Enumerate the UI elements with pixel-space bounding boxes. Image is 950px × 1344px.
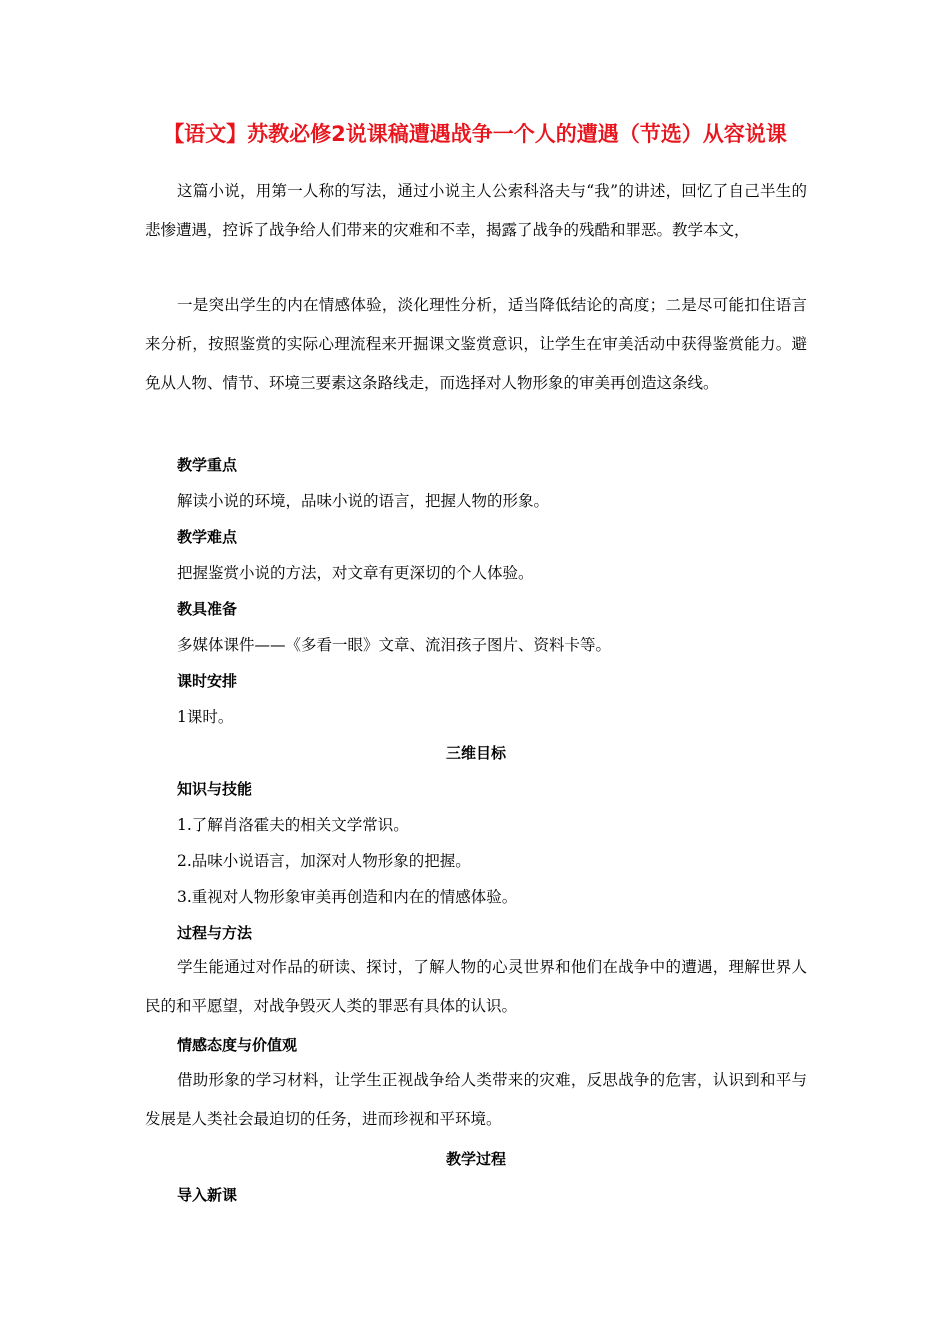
difficulties-text: 把握鉴赏小说的方法，对文章有更深切的个人体验。: [177, 564, 534, 582]
knowledge-item-2: 2.品味小说语言，加深对人物形象的把握。: [177, 852, 471, 870]
key-points-heading: 教学重点: [177, 456, 238, 474]
intro-paragraph-2: 一是突出学生的内在情感体验，淡化理性分析，适当降低结论的高度；二是尽可能扣住语言来分析，按照鉴赏的实际心理流程来开掘课文鉴赏意识，让学生在审美活动中获得鉴赏能力。避免从人物、情节、环境三要素这条路线走，而选择对人物形象的审美再创造这条线。: [145, 296, 807, 392]
knowledge-item-1: 1.了解肖洛霍夫的相关文学常识。: [177, 816, 409, 834]
materials-text: 多媒体课件——《多看一眼》文章、流泪孩子图片、资料卡等。: [177, 636, 612, 654]
intro-lesson-heading: 导入新课: [177, 1186, 238, 1204]
knowledge-item-3: 3.重视对人物形象审美再创造和内在的情感体验。: [177, 888, 518, 906]
knowledge-heading: 知识与技能: [177, 780, 253, 798]
process-text: 学生能通过对作品的研读、探讨，了解人物的心灵世界和他们在战争中的遭遇，理解世界人民的和平愿望，对战争毁灭人类的罪恶有具体的认识。: [145, 958, 807, 1015]
schedule-heading: 课时安排: [177, 672, 238, 690]
intro-paragraph-1: 这篇小说，用第一人称的写法，通过小说主人公索科洛夫与“我”的讲述，回忆了自己半生的悲惨遭遇，控诉了战争给人们带来的灾难和不幸，揭露了战争的残酷和罪恶。教学本文，: [145, 182, 807, 239]
emotion-text: 借助形象的学习材料，让学生正视战争给人类带来的灾难，反思战争的危害，认识到和平与发展是人类社会最迫切的任务，进而珍视和平环境。: [145, 1071, 807, 1128]
difficulties-heading: 教学难点: [177, 528, 238, 546]
goals-heading: 三维目标: [445, 744, 506, 762]
key-points-text: 解读小说的环境，品味小说的语言，把握人物的形象。: [177, 492, 550, 510]
document-title: 【语文】苏教必修2说课稿遭遇战争一个人的遭遇（节选）从容说课: [163, 122, 787, 146]
materials-heading: 教具准备: [177, 600, 238, 618]
process-heading: 过程与方法: [177, 924, 253, 942]
emotion-heading: 情感态度与价值观: [177, 1036, 298, 1054]
schedule-text: 1课时。: [177, 708, 234, 726]
teaching-process-heading: 教学过程: [445, 1150, 506, 1168]
